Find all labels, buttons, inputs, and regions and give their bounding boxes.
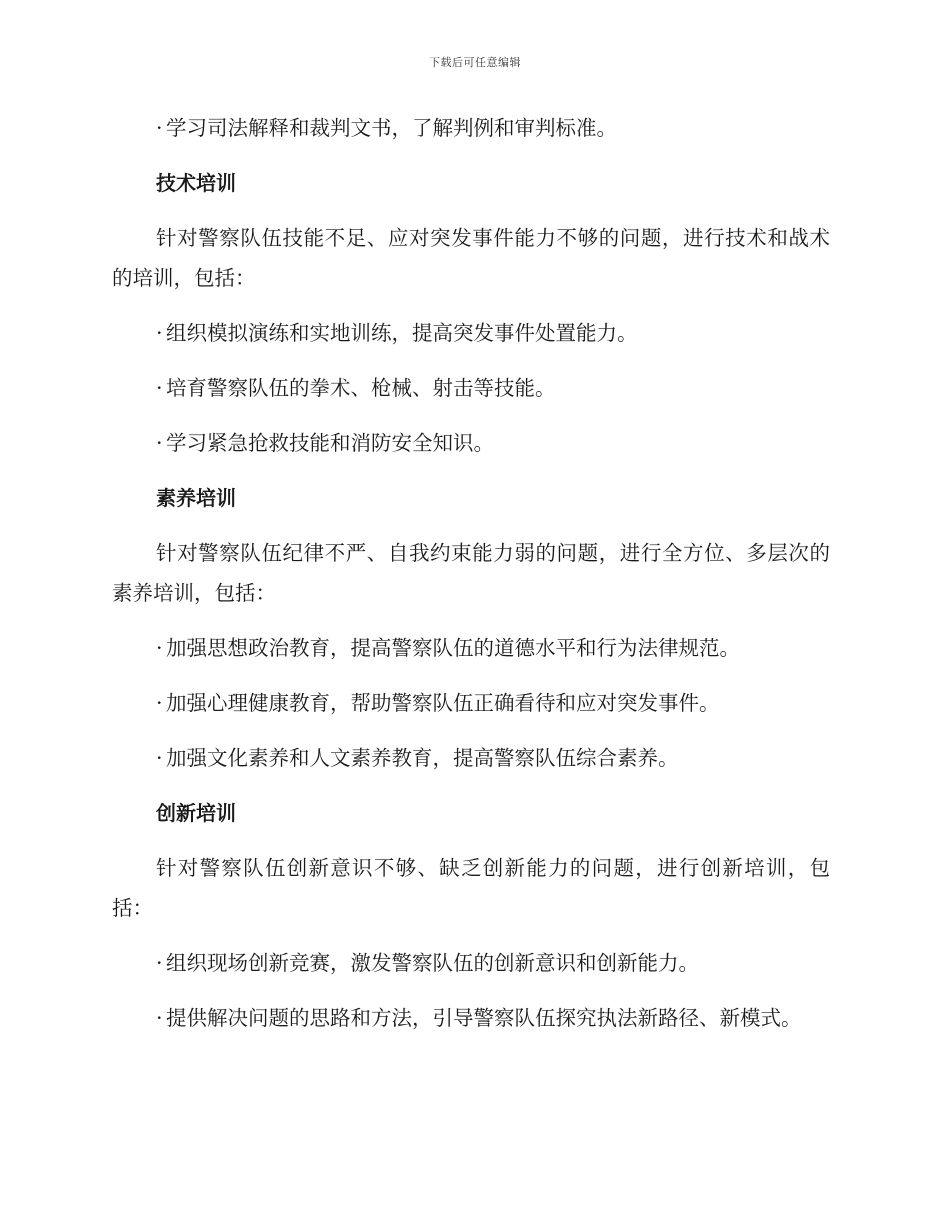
- list-item: [112, 943, 830, 983]
- bullet-icon: ·: [156, 431, 163, 455]
- list-item-text: 提供解决问题的思路和方法，引导警察队伍探究执法新路径、新模式。: [166, 1006, 802, 1030]
- list-item: [112, 368, 830, 408]
- bullet-icon: ·: [156, 1006, 163, 1030]
- list-item: [112, 683, 830, 723]
- list-item-text: 学习紧急抢救技能和消防安全知识。: [166, 431, 494, 455]
- list-item: [112, 738, 830, 778]
- bullet-icon: ·: [156, 951, 163, 975]
- list-item-text: 培育警察队伍的拳术、枪械、射击等技能。: [166, 376, 556, 400]
- bullet-icon: ·: [156, 746, 163, 770]
- section-heading-quality: 素养培训: [156, 486, 236, 510]
- bullet-icon: ·: [156, 376, 163, 400]
- list-item-text: 加强心理健康教育，帮助警察队伍正确看待和应对突发事件。: [166, 691, 720, 715]
- bullet-icon: ·: [156, 116, 163, 140]
- list-item: [112, 313, 830, 353]
- list-item-text: 学习司法解释和裁判文书，了解判例和审判标准。: [166, 116, 617, 140]
- section-heading-innovation: 创新培训: [156, 801, 236, 825]
- bullet-icon: ·: [156, 321, 163, 345]
- list-item: [112, 628, 830, 668]
- list-item: [112, 423, 830, 463]
- list-item-text: 加强文化素养和人文素养教育，提高警察队伍综合素养。: [166, 746, 679, 770]
- list-item: [112, 998, 830, 1038]
- document-body: [112, 108, 830, 1053]
- paragraph: 针对警察队伍技能不足、应对突发事件能力不够的问题，进行技术和战术的培训，包括：: [112, 226, 830, 290]
- bullet-icon: ·: [156, 636, 163, 660]
- paragraph: 针对警察队伍纪律不严、自我约束能力弱的问题，进行全方位、多层次的素养培训，包括：: [112, 541, 830, 605]
- list-item: [112, 108, 830, 148]
- page-header: 下载后可任意编辑: [429, 56, 521, 69]
- list-item-text: 组织模拟演练和实地训练，提高突发事件处置能力。: [166, 321, 638, 345]
- section-heading-tech: 技术培训: [156, 171, 236, 195]
- paragraph: 针对警察队伍创新意识不够、缺乏创新能力的问题，进行创新培训，包括：: [112, 856, 830, 920]
- list-item-text: 加强思想政治教育，提高警察队伍的道德水平和行为法律规范。: [166, 636, 740, 660]
- bullet-icon: ·: [156, 691, 163, 715]
- list-item-text: 组织现场创新竞赛，激发警察队伍的创新意识和创新能力。: [166, 951, 699, 975]
